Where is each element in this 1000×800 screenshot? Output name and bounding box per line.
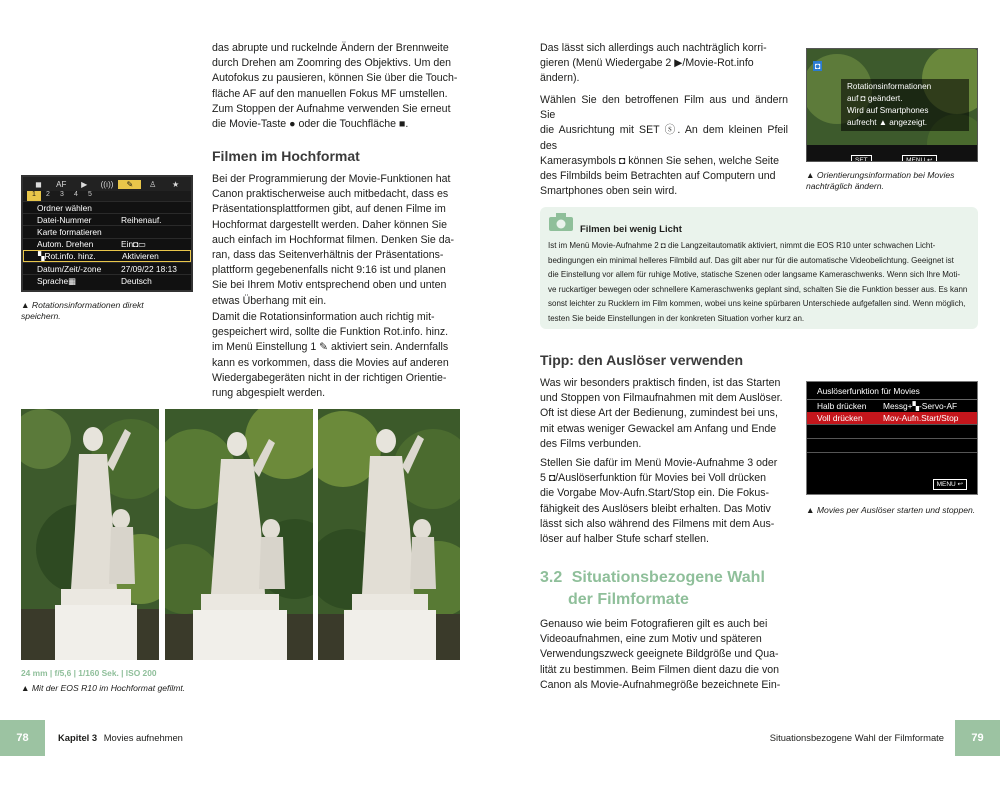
tip-line: sonst leichter zu Rucklern im Film kommen, wobei uns keine spürbaren Unterschiede aufgefallen sind. Wenn möglich, xyxy=(548,299,966,309)
menu-tab-setup: ✎ xyxy=(118,180,141,189)
menu-row-label: Datum/Zeit/-zone xyxy=(37,263,102,274)
orientation-screen xyxy=(806,48,978,162)
text-line: ran, dass das Seitenverhältnis der Präsentations- xyxy=(212,249,444,262)
menu-row-label: Sprache▦ xyxy=(37,275,77,286)
statue-image xyxy=(318,409,460,660)
menu-row-label: Halb drücken xyxy=(817,401,867,411)
text-line: Canon als Movie-Aufnahmegröße bezeichnete Ein- xyxy=(540,678,781,691)
text-line: Zum Stoppen der Aufnahme verwenden Sie erneut xyxy=(212,102,451,115)
menu-row xyxy=(23,213,191,225)
photo-exif: 24 mm | f/5,6 | 1/160 Sek. | ISO 200 xyxy=(21,668,157,678)
camera-settings-menu xyxy=(21,175,193,292)
camera-icon xyxy=(548,212,574,232)
menu-row-value: 27/09/22 18:13 xyxy=(121,263,177,274)
text-line: das abrupte und ruckelnde Ändern der Brennweite xyxy=(212,42,449,54)
shutter-function-menu xyxy=(806,381,978,495)
text-line: ändern). xyxy=(540,72,580,85)
chapter-title: Movies aufnehmen xyxy=(103,732,183,743)
section-number: 3.2 xyxy=(540,569,563,586)
left-page-number-box xyxy=(0,720,45,756)
left-page-number: 78 xyxy=(16,732,29,744)
statue-photo-2 xyxy=(165,409,313,660)
text-line: und Stoppen von Filmaufnahmen mit dem Auslöser. xyxy=(540,392,783,405)
text-line: löser auf halber Stufe scharf stellen. xyxy=(540,533,710,546)
menu-tab-wireless: ((ı)) xyxy=(100,179,114,189)
menu-row xyxy=(23,201,191,213)
menu-tab-mymenu: ★ xyxy=(172,179,180,189)
tip-line: Ist im Menü Movie-Aufnahme 2 ◘ die Langzeitautomatik aktiviert, nimmt die EOS R10 unter schwachen Licht- xyxy=(548,241,936,250)
right-paragraph-ausloeser xyxy=(540,376,788,452)
menu-tab-camera: ◼ xyxy=(35,179,42,189)
set-key: SET xyxy=(851,155,872,162)
menu-row-value: Ein◘▭ xyxy=(121,239,147,250)
tip-line: bedingungen ein minimal helleres Filmbild auf. Das gilt aber nur für die automatische Videobelichtung. Geeignet ist xyxy=(548,255,954,265)
statue-image xyxy=(165,409,313,660)
text-line: lässt sich also während des Filmens mit dem Aus- xyxy=(540,517,775,530)
text-line: auch einfach im Hochformat filmen. Denken Sie da- xyxy=(212,233,455,246)
menu-row-label: Autom. Drehen xyxy=(37,239,94,250)
menu-row-selected xyxy=(23,250,191,262)
menu-subtab: 1 xyxy=(27,191,41,201)
section-heading xyxy=(540,567,765,611)
heading-filmen-im-hochformat: Filmen im Hochformat xyxy=(212,148,360,164)
statue-photo-1 xyxy=(21,409,159,660)
text-line: Stellen Sie dafür im Menü Movie-Aufnahme 3 oder xyxy=(540,457,778,469)
text-line: Damit die Rotationsinformation auch richtig mit- xyxy=(212,311,435,323)
menu-row-label: Karte formatieren xyxy=(37,226,102,237)
text-line: Wählen Sie den betroffenen Film aus und ändern Sie xyxy=(540,94,788,122)
text-line: rung abgespielt werden. xyxy=(212,387,326,400)
left-intro-paragraph xyxy=(212,41,460,132)
shutter-menu-row-selected xyxy=(807,412,977,424)
section-heading-line-1 xyxy=(540,567,765,589)
text-line: mit etwas weniger Gewackel am Anfang und Ende xyxy=(540,422,777,435)
tip-box-wenig-licht xyxy=(540,207,978,329)
shutter-menu-footer xyxy=(933,478,967,490)
text-line: durch Drehen am Zoomring des Objektivs. Um den xyxy=(212,57,452,70)
text-line: etwas Überhang mit ein. xyxy=(212,294,327,307)
right-paragraph-orientation xyxy=(540,93,788,199)
right-paragraph-filmformate xyxy=(540,617,788,693)
menu-row-label: Ordner wählen xyxy=(37,202,92,213)
shutter-caption: ▲ Movies per Auslöser starten und stoppen. xyxy=(806,505,976,515)
menu-tab-playback: ▶ xyxy=(81,179,88,189)
text-line: die Movie-Taste ● oder die Touchfläche ■. xyxy=(212,118,409,131)
text-line: Autofokus zu pausieren, können Sie über die Touch- xyxy=(212,72,458,85)
left-paragraph-rotation xyxy=(212,310,460,401)
orientation-caption: ▲ Orientierungsinformation bei Movies nachträglich ändern. xyxy=(806,170,955,191)
text-line: Videoaufnahmen, eine zum Motiv und späteren xyxy=(540,633,762,646)
right-page-number: 79 xyxy=(971,732,984,744)
menu-divider xyxy=(807,424,977,438)
message-line: Wird auf Smartphones xyxy=(847,106,929,115)
statue-photo-3 xyxy=(318,409,460,660)
tip-title: Filmen bei wenig Licht xyxy=(580,224,682,235)
menu-row-value: Reihenauf. xyxy=(121,214,162,225)
text-line: des Films verbunden. xyxy=(540,437,642,450)
statue-image xyxy=(21,409,159,660)
menu-row-value: Deutsch xyxy=(121,275,152,286)
text-line: des Filmbilds beim Betrachten auf Computern und xyxy=(540,170,776,183)
text-line: Bei der Programmierung der Movie-Funktionen hat xyxy=(212,173,451,185)
text-line: Das lässt sich allerdings auch nachträglich korri- xyxy=(540,42,767,54)
right-paragraph-correction xyxy=(540,41,788,87)
text-line: Genauso wie beim Fotografieren gilt es auch bei xyxy=(540,618,768,630)
text-line: die Ausrichtung mit SET ⓢ. An dem kleinen Pfeil des xyxy=(540,124,788,152)
menu-subtab: 5 xyxy=(88,191,92,198)
camera-rotate-icon: ◘ xyxy=(815,61,821,71)
menu-caption: ▲ Rotationsinformationen direkt speichern. xyxy=(21,300,144,321)
text-line: Was wir besonders praktisch finden, ist das Starten xyxy=(540,377,781,389)
shutter-menu-title: Auslöserfunktion für Movies xyxy=(807,382,977,400)
text-line: Verwendungszweck geeignete Bildgröße und Qua- xyxy=(540,648,779,661)
text-line: plattform gegebenenfalls nicht 9:16 ist und planen xyxy=(212,264,446,277)
menu-row-label: ▚Rot.info. hinz. xyxy=(38,250,96,261)
menu-tab-af: AF xyxy=(56,179,67,189)
menu-row xyxy=(23,262,191,274)
heading-tipp-ausloeser: Tipp: den Auslöser verwenden xyxy=(540,352,744,368)
text-line: Smartphones oben sein wird. xyxy=(540,185,678,198)
menu-divider xyxy=(807,452,977,466)
message-line: auf ◘ geändert. xyxy=(847,94,903,103)
menu-row-label: Datei-Nummer xyxy=(37,214,92,225)
text-line: Wiedergabegeräten nicht in der richtigen Orientie- xyxy=(212,371,447,384)
menu-tab-bar xyxy=(23,177,191,191)
message-line: Rotationsinformationen xyxy=(847,82,932,91)
right-footer-title: Situationsbezogene Wahl der Filmformate xyxy=(769,732,944,743)
menu-row-label: Voll drücken xyxy=(817,413,863,423)
section-title-2: der Filmformate xyxy=(568,591,689,608)
menu-tab-custom: ♙ xyxy=(149,179,157,189)
text-line: Sie bei Ihrem Motiv entsprechend oben und unten xyxy=(212,279,447,292)
message-line: aufrecht ▲ angezeigt. xyxy=(847,118,928,127)
tip-line: ve ruckartiger bewegen oder schnellere Kameraschwenks geplant sind, schalten Sie die Funktion besser aus. Es kann xyxy=(548,284,968,294)
tip-line: die Einstellung vor allem für ruhige Motive, statische Szenen oder langsame Kameraschwenks. Wenn sich Ihre Moti- xyxy=(548,270,961,280)
menu-row xyxy=(23,274,191,286)
shutter-menu-row xyxy=(807,400,977,412)
right-paragraph-menu-setting xyxy=(540,456,788,547)
tip-text xyxy=(548,239,974,327)
tip-line: testen Sie beide Einstellungen in der konkreten Situation vorher kurz an. xyxy=(548,313,805,323)
menu-row xyxy=(23,238,191,250)
menu-row-value: Aktivieren xyxy=(122,250,159,261)
left-paragraph-hochformat xyxy=(212,172,460,309)
text-line: Kamerasymbols ◘ können Sie sehen, welche Seite xyxy=(540,154,780,167)
menu-divider xyxy=(807,438,977,452)
menu-row-value: Mov-Aufn.Start/Stop xyxy=(883,413,959,423)
chapter-label: Kapitel 3 xyxy=(58,732,98,743)
menu-key: MENU ↩ xyxy=(902,155,936,162)
text-line: gieren (Menü Wiedergabe 2 ▶/Movie-Rot.info xyxy=(540,57,754,70)
text-line: die Vorgabe Mov-Aufn.Start/Stop ein. Die Fokus- xyxy=(540,487,770,500)
text-line: kann es vorkommen, dass die Movies auf anderen xyxy=(212,356,449,369)
menu-subtab: 4 xyxy=(74,191,78,198)
menu-subtab-bar xyxy=(23,191,191,201)
text-line: 5 ◘/Auslöserfunktion für Movies bei Voll drücken xyxy=(540,472,767,485)
orientation-message xyxy=(841,79,969,131)
text-line: Canon praktischerweise auch mitbedacht, dass es xyxy=(212,188,449,201)
menu-row-value: Messg+▚-Servo-AF xyxy=(883,401,958,411)
text-line: Präsentationsplattformen gibt, auf denen Filme im xyxy=(212,203,446,216)
menu-subtab: 3 xyxy=(60,191,64,198)
text-line: gespeichert wird, sollte die Funktion Rot.info. hinz. xyxy=(212,326,449,339)
text-line: lität zu bestimmen. Beim Filmen dient dazu die von xyxy=(540,663,780,676)
left-footer-chapter xyxy=(58,732,183,743)
text-line: Hochformat dargestellt werden. Daher können Sie xyxy=(212,218,447,231)
section-title-1: Situationsbezogene Wahl xyxy=(571,569,765,586)
text-line: fähigkeit des Auslösers bleibt erhalten. Das Motiv xyxy=(540,502,771,515)
menu-key: MENU ↩ xyxy=(933,479,967,490)
menu-row xyxy=(23,225,191,237)
text-line: fläche AF auf den manuellen Fokus MF umstellen. xyxy=(212,87,448,100)
text-line: Oft ist diese Art der Bedienung, zumindest bei uns, xyxy=(540,407,778,420)
photo-caption: ▲ Mit der EOS R10 im Hochformat gefilmt. xyxy=(21,683,186,693)
orientation-buttons xyxy=(851,149,937,162)
right-page-number-box xyxy=(955,720,1000,756)
text-line: im Menü Einstellung 1 ✎ aktiviert sein. Andernfalls xyxy=(212,341,449,354)
menu-subtab: 2 xyxy=(46,191,50,198)
